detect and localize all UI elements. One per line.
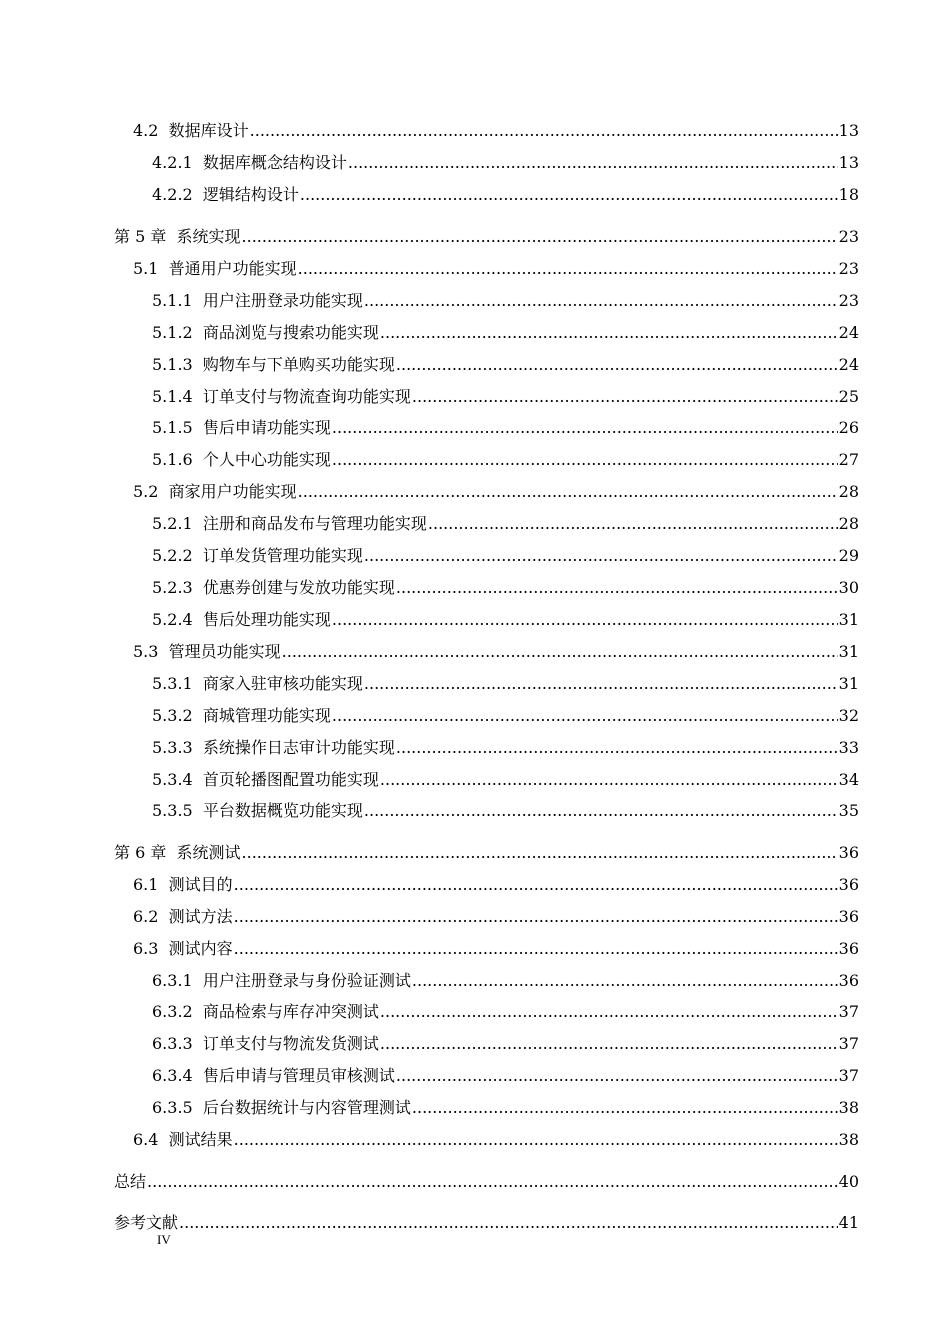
- toc-entry-title: 数据库概念结构设计: [202, 153, 347, 172]
- toc-dot-leader: [242, 841, 838, 865]
- toc-entry-title: 普通用户功能实现: [168, 259, 297, 278]
- toc-entry-page: 31: [838, 642, 859, 661]
- toc-entry-title: 优惠券创建与发放功能实现: [202, 578, 395, 597]
- toc-entry[interactable]: [0, 841, 950, 865]
- toc-entry[interactable]: [0, 416, 950, 440]
- toc-entry-number: 第 6 章: [114, 843, 167, 862]
- toc-entry-title: 商家入驻审核功能实现: [202, 674, 363, 693]
- toc-dot-leader: [364, 544, 838, 568]
- toc-dot-leader: [364, 799, 838, 823]
- toc-entry-page: 37: [838, 1002, 859, 1021]
- toc-entry-number: 5.1.6: [152, 450, 193, 469]
- toc-entry[interactable]: [0, 969, 950, 993]
- toc-entry-title: 参考文献: [114, 1213, 179, 1232]
- toc-dot-leader: [332, 608, 838, 632]
- toc-dot-leader: [396, 736, 838, 760]
- toc-entry-page: 38: [838, 1130, 859, 1149]
- toc-entry-title: 系统测试: [176, 843, 241, 862]
- toc-dot-leader: [234, 873, 838, 897]
- toc-entry[interactable]: [0, 385, 950, 409]
- toc-entry-page: 37: [838, 1066, 859, 1085]
- toc-entry-number: 5.2.1: [152, 514, 193, 533]
- toc-entry-number: 5.1: [133, 259, 159, 278]
- toc-entry-number: 6.3.3: [152, 1034, 193, 1053]
- toc-entry-page: 30: [838, 578, 859, 597]
- toc-dot-leader: [298, 480, 838, 504]
- toc-entry-page: 23: [838, 291, 859, 310]
- toc-dot-leader: [332, 448, 838, 472]
- toc-entry-title: 数据库设计: [168, 121, 249, 140]
- toc-dot-leader: [364, 289, 838, 313]
- toc-entry-title: 售后申请功能实现: [202, 418, 331, 437]
- toc-entry-page: 28: [838, 482, 859, 501]
- toc-dot-leader: [179, 1211, 838, 1235]
- toc-entry-number: 6.3.4: [152, 1066, 193, 1085]
- toc-entry-page: 40: [838, 1172, 859, 1191]
- toc-entry-number: 5.1.2: [152, 323, 193, 342]
- toc-entry[interactable]: [0, 1064, 950, 1088]
- toc-entry-title: 测试方法: [168, 907, 233, 926]
- toc-entry[interactable]: [0, 799, 950, 823]
- toc-entry-number: 5.2.4: [152, 610, 193, 629]
- toc-entry-number: 5.2: [133, 482, 159, 501]
- toc-entry-page: 36: [838, 907, 859, 926]
- toc-entry-title: 个人中心功能实现: [202, 450, 331, 469]
- toc-entry-title: 注册和商品发布与管理功能实现: [202, 514, 427, 533]
- toc-entry-page: 29: [838, 546, 859, 565]
- toc-entry-title: 购物车与下单购买功能实现: [202, 355, 395, 374]
- toc-entry-page: 32: [838, 706, 859, 725]
- toc-entry[interactable]: [0, 1000, 950, 1024]
- toc-dot-leader: [380, 1000, 838, 1024]
- toc-entry-title: 售后申请与管理员审核测试: [202, 1066, 395, 1085]
- toc-dot-leader: [234, 1128, 838, 1152]
- toc-entry-page: 13: [838, 153, 859, 172]
- toc-entry-page: 36: [838, 843, 859, 862]
- toc-entry-number: 5.1.1: [152, 291, 193, 310]
- toc-entry-page: 38: [838, 1098, 859, 1117]
- toc-entry-title: 用户注册登录与身份验证测试: [202, 971, 411, 990]
- toc-entry[interactable]: [0, 608, 950, 632]
- toc-entry-number: 5.1.5: [152, 418, 193, 437]
- toc-entry-page: 23: [838, 259, 859, 278]
- toc-entry-page: 24: [838, 323, 859, 342]
- toc-entry-title: 逻辑结构设计: [202, 185, 299, 204]
- toc-dot-leader: [242, 225, 838, 249]
- toc-entry-number: 4.2.2: [152, 185, 193, 204]
- toc-entry[interactable]: [0, 225, 950, 249]
- toc-entry-page: 41: [838, 1213, 859, 1232]
- toc-entry-title: 测试内容: [168, 939, 233, 958]
- toc-entry-page: 13: [838, 121, 859, 140]
- toc-entry[interactable]: [0, 672, 950, 696]
- toc-entry-page: 18: [838, 185, 859, 204]
- toc-entry[interactable]: [0, 873, 950, 897]
- toc-entry-page: 28: [838, 514, 859, 533]
- toc-entry-number: 5.3: [133, 642, 159, 661]
- toc-entry-page: 36: [838, 939, 859, 958]
- toc-dot-leader: [412, 385, 838, 409]
- toc-entry-title: 售后处理功能实现: [202, 610, 331, 629]
- toc-entry-title: 系统操作日志审计功能实现: [202, 738, 395, 757]
- toc-dot-leader: [348, 151, 838, 175]
- toc-entry-page: 31: [838, 610, 859, 629]
- toc-dot-leader: [364, 672, 838, 696]
- toc-entry-number: 5.3.3: [152, 738, 193, 757]
- toc-entry[interactable]: [0, 512, 950, 536]
- toc-dot-leader: [332, 704, 838, 728]
- toc-entry[interactable]: [0, 1032, 950, 1056]
- toc-entry-page: 27: [838, 450, 859, 469]
- toc-dot-leader: [380, 768, 838, 792]
- toc-dot-leader: [332, 416, 838, 440]
- toc-dot-leader: [234, 937, 838, 961]
- toc-dot-leader: [396, 1064, 838, 1088]
- toc-entry[interactable]: [0, 1211, 950, 1235]
- toc-entry[interactable]: [0, 480, 950, 504]
- toc-dot-leader: [380, 1032, 838, 1056]
- toc-entry-page: 35: [838, 801, 859, 820]
- toc-entry-number: 5.1.4: [152, 387, 193, 406]
- toc-entry[interactable]: [0, 183, 950, 207]
- toc-entry[interactable]: [0, 704, 950, 728]
- toc-dot-leader: [282, 640, 838, 664]
- toc-entry-number: 5.2.3: [152, 578, 193, 597]
- toc-entry[interactable]: [0, 768, 950, 792]
- toc-entry-title: 总结: [114, 1172, 147, 1191]
- toc-entry-page: 36: [838, 875, 859, 894]
- toc-entry-page: 25: [838, 387, 859, 406]
- toc-entry-number: 6.3.1: [152, 971, 193, 990]
- toc-dot-leader: [412, 1096, 838, 1120]
- toc-entry-title: 系统实现: [176, 227, 241, 246]
- toc-entry-title: 平台数据概览功能实现: [202, 801, 363, 820]
- toc-entry-page: 23: [838, 227, 859, 246]
- toc-entry-title: 订单支付与物流发货测试: [202, 1034, 379, 1053]
- toc-entry-number: 6.3: [133, 939, 159, 958]
- toc-entry-number: 5.3.2: [152, 706, 193, 725]
- toc-entry-number: 6.3.2: [152, 1002, 193, 1021]
- toc-entry-number: 5.3.5: [152, 801, 193, 820]
- toc-dot-leader: [147, 1170, 838, 1194]
- toc-dot-leader: [298, 257, 838, 281]
- toc-entry-number: 4.2.1: [152, 153, 193, 172]
- toc-dot-leader: [412, 969, 838, 993]
- toc-entry-title: 管理员功能实现: [168, 642, 281, 661]
- toc-entry[interactable]: [0, 321, 950, 345]
- toc-entry[interactable]: [0, 905, 950, 929]
- toc-entry[interactable]: [0, 119, 950, 143]
- toc-entry-title: 商城管理功能实现: [202, 706, 331, 725]
- toc-entry-page: 31: [838, 674, 859, 693]
- toc-entry[interactable]: [0, 937, 950, 961]
- toc-entry-title: 测试结果: [168, 1130, 233, 1149]
- toc-entry-page: 37: [838, 1034, 859, 1053]
- toc-entry-number: 5.3.4: [152, 770, 193, 789]
- toc-entry-title: 首页轮播图配置功能实现: [202, 770, 379, 789]
- toc-dot-leader: [396, 353, 838, 377]
- toc-entry[interactable]: [0, 1170, 950, 1194]
- toc-entry-number: 6.4: [133, 1130, 159, 1149]
- toc-entry-title: 测试目的: [168, 875, 233, 894]
- toc-entry-title: 订单发货管理功能实现: [202, 546, 363, 565]
- toc-entry-page: 36: [838, 971, 859, 990]
- toc-entry-page: 24: [838, 355, 859, 374]
- toc-entry-number: 6.2: [133, 907, 159, 926]
- toc-entry[interactable]: [0, 1096, 950, 1120]
- toc-entry-number: 6.1: [133, 875, 159, 894]
- toc-entry[interactable]: [0, 257, 950, 281]
- toc-entry[interactable]: [0, 151, 950, 175]
- toc-entry-number: 5.3.1: [152, 674, 193, 693]
- toc-entry-page: 34: [838, 770, 859, 789]
- toc-entry[interactable]: [0, 736, 950, 760]
- toc-entry-number: 第 5 章: [114, 227, 167, 246]
- toc-entry[interactable]: [0, 640, 950, 664]
- toc-entry-title: 商品检索与库存冲突测试: [202, 1002, 379, 1021]
- page-number-footer: IV: [157, 1232, 171, 1247]
- toc-dot-leader: [396, 576, 838, 600]
- toc-dot-leader: [380, 321, 838, 345]
- toc-entry-number: 4.2: [133, 121, 159, 140]
- toc-dot-leader: [300, 183, 838, 207]
- toc-entry-title: 订单支付与物流查询功能实现: [202, 387, 411, 406]
- toc-entry-number: 5.1.3: [152, 355, 193, 374]
- toc-entry[interactable]: [0, 289, 950, 313]
- toc-dot-leader: [428, 512, 838, 536]
- toc-entry[interactable]: [0, 544, 950, 568]
- toc-entry-title: 商家用户功能实现: [168, 482, 297, 501]
- toc-entry-number: 6.3.5: [152, 1098, 193, 1117]
- toc-entry[interactable]: [0, 448, 950, 472]
- toc-entry[interactable]: [0, 353, 950, 377]
- toc-entry-page: 33: [838, 738, 859, 757]
- toc-entry-number: 5.2.2: [152, 546, 193, 565]
- toc-entry-title: 商品浏览与搜索功能实现: [202, 323, 379, 342]
- toc-entry-page: 26: [838, 418, 859, 437]
- toc-entry[interactable]: [0, 576, 950, 600]
- toc-dot-leader: [250, 119, 838, 143]
- toc-dot-leader: [234, 905, 838, 929]
- toc-entry-title: 后台数据统计与内容管理测试: [202, 1098, 411, 1117]
- toc-entry-title: 用户注册登录功能实现: [202, 291, 363, 310]
- toc-entry[interactable]: [0, 1128, 950, 1152]
